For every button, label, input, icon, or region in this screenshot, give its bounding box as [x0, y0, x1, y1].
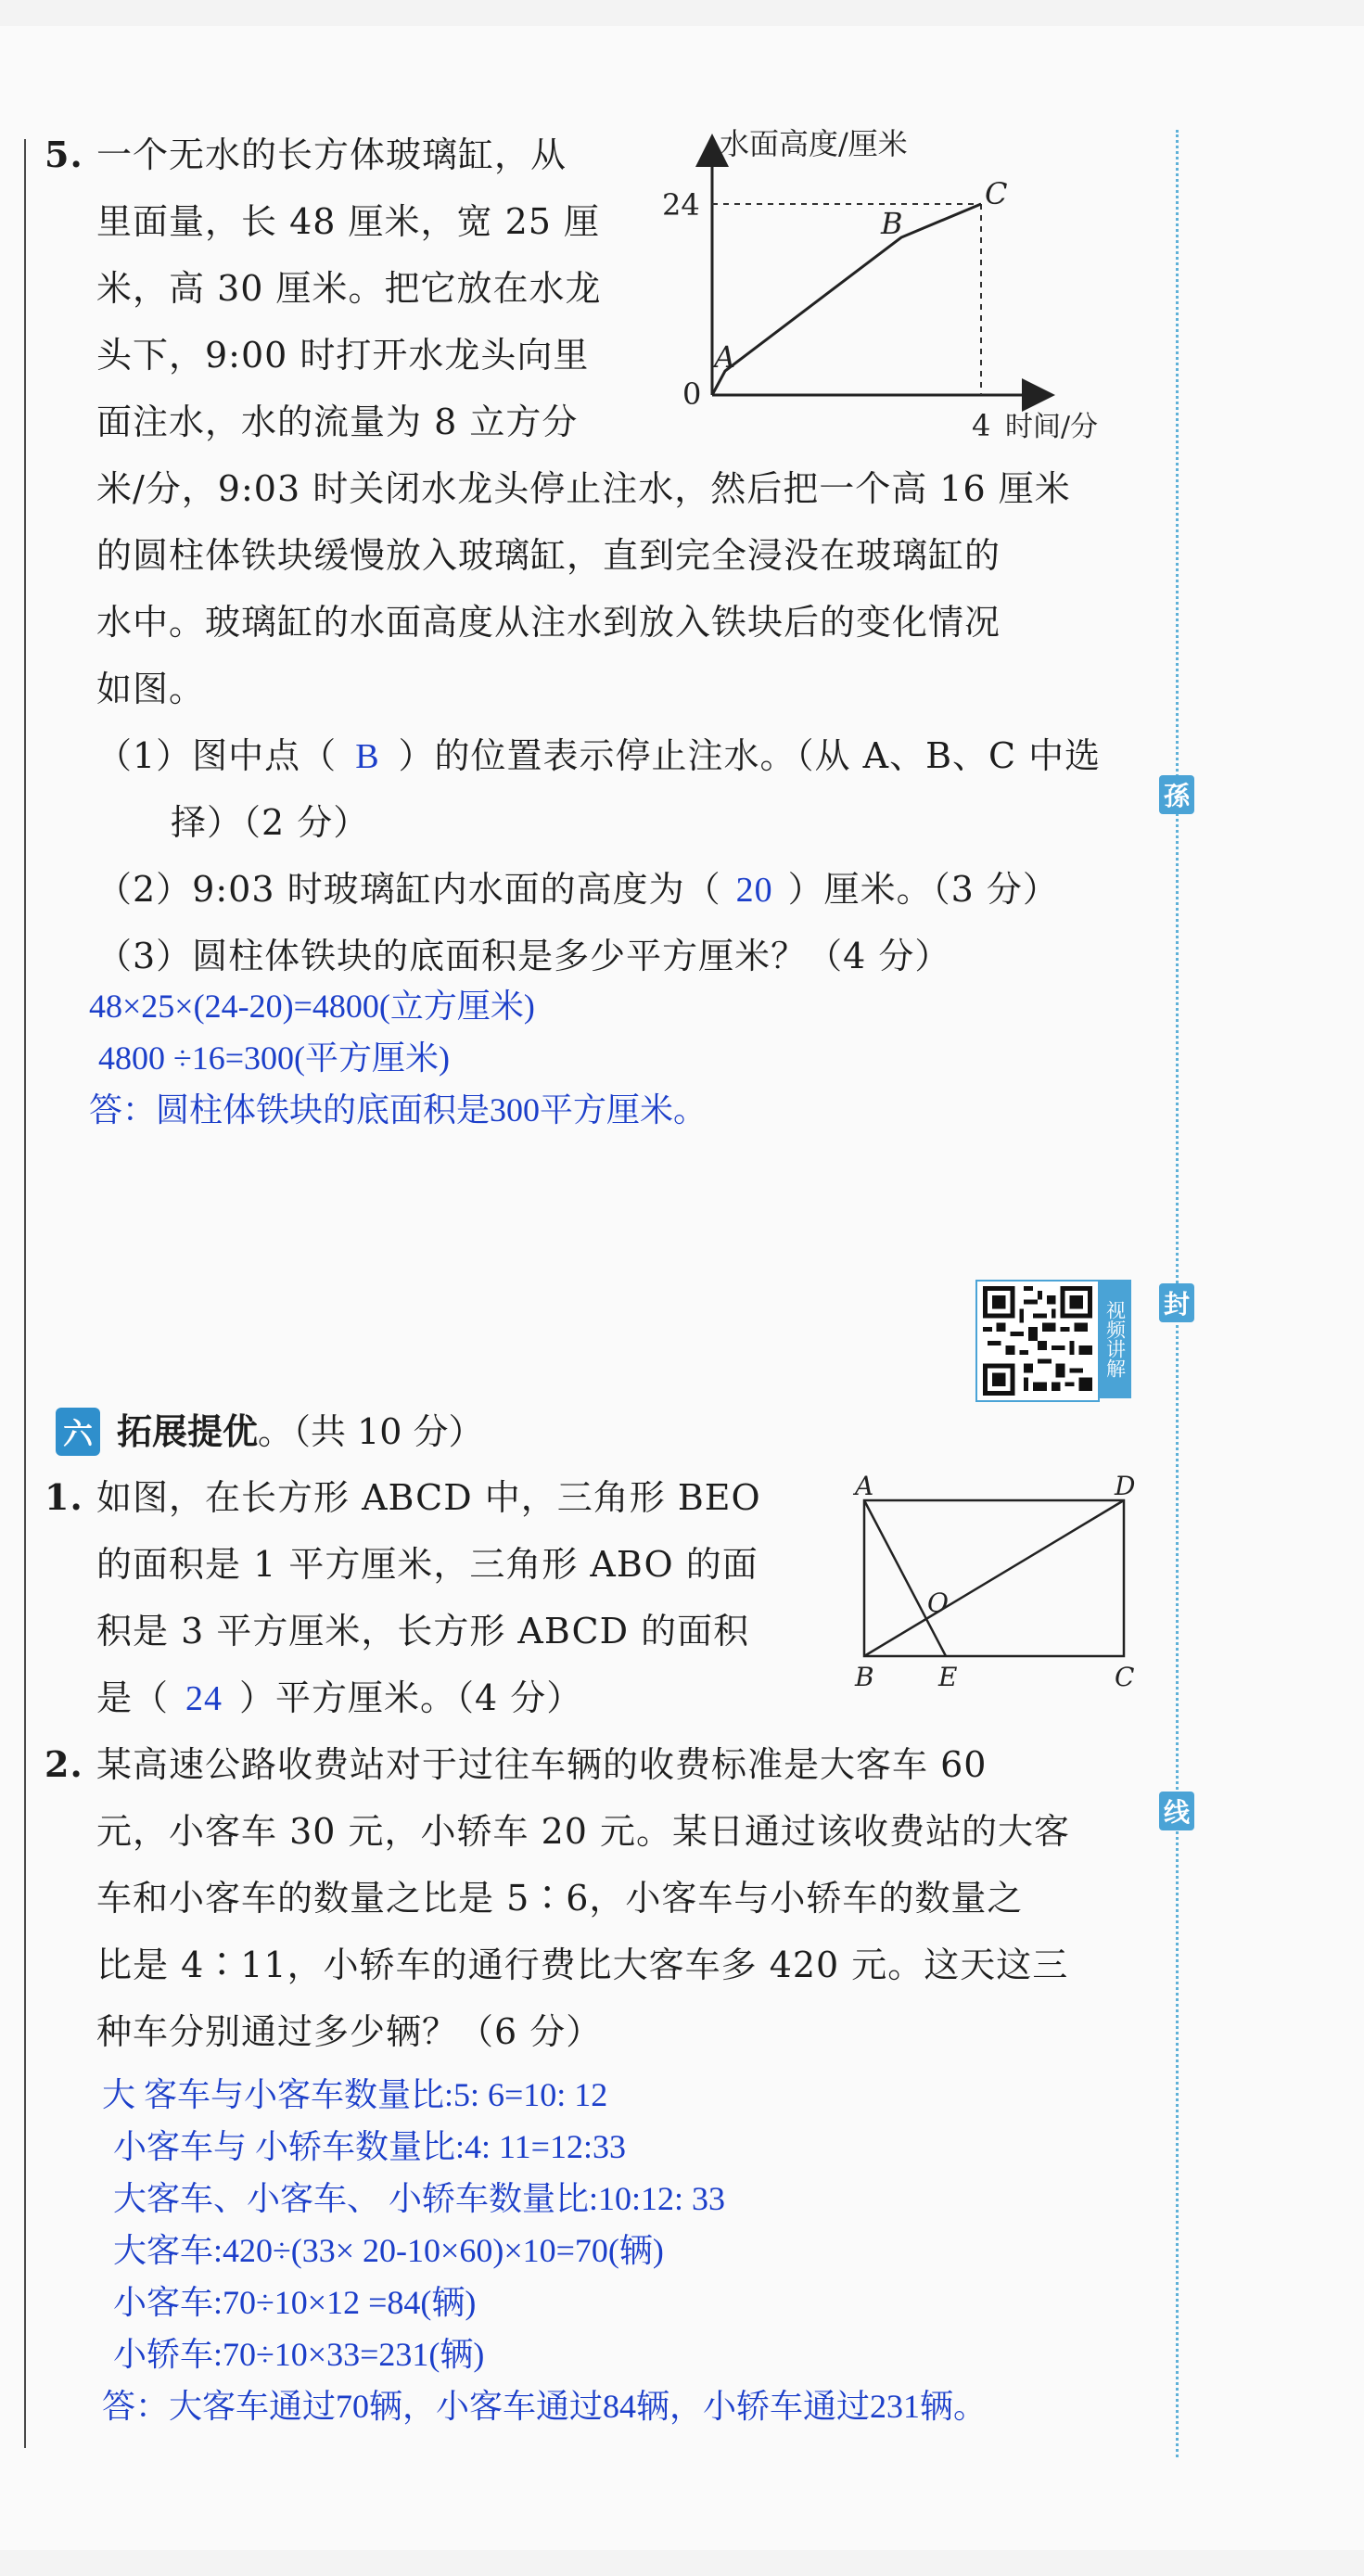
graph-origin: 0 [682, 376, 702, 412]
left-margin-rule [24, 139, 26, 2448]
q5-work-line-2: 4800 ÷16=300(平方厘米) [98, 1039, 451, 1077]
graph-point-b: B [881, 206, 903, 241]
graph-x-tick: 4 [972, 408, 991, 443]
q5-sub2-post: ）厘米。（3 分） [787, 869, 1059, 910]
q5-work-line-1: 48×25×(24-20)=4800(立方厘米) [89, 988, 535, 1025]
q6-1-line-2: 的面积是 1 平方厘米，三角形 ABO 的面 [96, 1544, 758, 1585]
graph-point-a: A [714, 339, 736, 375]
q6-1-line-4 [96, 1677, 582, 1720]
fig-label-d: D [1115, 1473, 1136, 1501]
graph-y-tick: 24 [662, 187, 700, 223]
q6-2-work-answer: 答：大客车通过70辆，小客车通过84辆，小轿车通过231辆。 [102, 2388, 988, 2425]
q5-sub1-pre: （1）图中点（ [96, 735, 338, 776]
q5-sub1-post: ）的位置表示停止注水。（从 A、B、C 中选 [398, 735, 1102, 776]
q5-water-level-graph [649, 121, 1131, 445]
q6-2-line-1: 某高速公路收费站对于过往车辆的收费标准是大客车 60 [96, 1744, 988, 1785]
q5-line-6: 米/分，9:03 时关闭水龙头停止注水，然后把一个高 16 厘米 [96, 468, 1071, 509]
q6-2-work-line-6: 小轿车:70÷10×33=231(辆) [113, 2336, 485, 2373]
q6-2-line-4: 比是 4∶11，小轿车的通行费比大客车多 420 元。这天这三 [96, 1945, 1069, 1985]
binding-tab-1: 孫 [1159, 775, 1194, 814]
video-explanation-label[interactable]: 视频讲解 [1098, 1280, 1131, 1398]
q6-1-line-3: 积是 3 平方厘米，长方形 ABCD 的面积 [96, 1611, 750, 1651]
q6-1-line-1: 如图，在长方形 ABCD 中，三角形 BEO [96, 1477, 761, 1518]
q6-1-answer: 24 [185, 1679, 223, 1718]
binding-tab-2: 封 [1159, 1283, 1194, 1322]
graph-x-label: 时间/分 [1005, 411, 1099, 443]
fig-label-b: B [855, 1662, 874, 1692]
q6-2-line-5: 种车分别通过多少辆？（6 分） [96, 2011, 603, 2052]
q6-1-last-pre: 是（ [96, 1677, 170, 1718]
q6-1-number: 1. [45, 1476, 83, 1518]
rectangle-abcd-figure [835, 1473, 1150, 1695]
q5-sub2-pre: （2）9:03 时玻璃缸内水面的高度为（ [96, 869, 721, 910]
graph-point-c: C [985, 176, 1008, 211]
q6-2-work-line-3: 大客车、小客车、 小轿车数量比:10:12: 33 [113, 2180, 726, 2217]
q5-sub2-answer: 20 [735, 871, 773, 910]
q5-work-answer: 答：圆柱体铁块的底面积是300平方厘米。 [89, 1091, 707, 1129]
graph-y-label: 水面高度/厘米 [720, 126, 908, 161]
q5-sub1 [96, 734, 1101, 778]
q5-number: 5. [45, 134, 83, 175]
q6-2-work-line-1: 大 客车与小客车数量比:5: 6=10: 12 [102, 2076, 608, 2113]
q5-line-2: 里面量，长 48 厘米，宽 25 厘 [96, 201, 601, 242]
line-bd [864, 1500, 1124, 1656]
q6-2-work-line-2: 小客车与 小轿车数量比:4: 11=12:33 [113, 2128, 626, 2165]
section-6-badge: 六 [56, 1408, 100, 1456]
video-qr-code[interactable] [975, 1280, 1100, 1402]
fig-label-e: E [938, 1662, 958, 1692]
q5-line-4: 头下，9:00 时打开水龙头向里 [96, 335, 590, 376]
q5-line-7: 的圆柱体铁块缓慢放入玻璃缸，直到完全浸没在玻璃缸的 [96, 535, 1001, 576]
q6-2-work-line-5: 小客车:70÷10×12 =84(辆) [113, 2284, 477, 2321]
q6-2-line-2: 元，小客车 30 元，小轿车 20 元。某日通过该收费站的大客 [96, 1811, 1071, 1852]
fig-label-a: A [855, 1473, 874, 1501]
q5-line-8: 水中。玻璃缸的水面高度从注水到放入铁块后的变化情况 [96, 602, 1001, 643]
section-6-title [117, 1409, 484, 1454]
q5-sub1-cont: 择）（2 分） [171, 802, 370, 843]
section-6-title-suffix: 。（共 10 分） [258, 1411, 484, 1452]
graph-water-line [712, 204, 981, 395]
q5-sub3: （3）圆柱体铁块的底面积是多少平方厘米？（4 分） [96, 936, 951, 976]
q5-line-3: 米，高 30 厘米。把它放在水龙 [96, 268, 602, 309]
binding-tab-3: 线 [1159, 1792, 1194, 1830]
fig-label-c: C [1115, 1662, 1135, 1692]
q6-2-number: 2. [45, 1743, 83, 1785]
q6-2-work-line-4: 大客车:420÷(33× 20-10×60)×10=70(辆) [113, 2232, 664, 2269]
q5-sub2 [96, 868, 1059, 912]
q6-2-line-3: 车和小客车的数量之比是 5∶6，小客车与小轿车的数量之 [96, 1878, 1024, 1919]
section-6-title-main: 拓展提优 [117, 1411, 259, 1452]
q6-1-last-post: ）平方厘米。（4 分） [239, 1677, 583, 1718]
q5-line-5: 面注水，水的流量为 8 立方分 [96, 402, 579, 442]
q5-sub1-answer: B [355, 737, 380, 776]
fig-label-o: O [927, 1588, 949, 1618]
q5-line-9: 如图。 [96, 669, 206, 709]
q5-line-1: 一个无水的长方体玻璃缸，从 [96, 134, 567, 175]
